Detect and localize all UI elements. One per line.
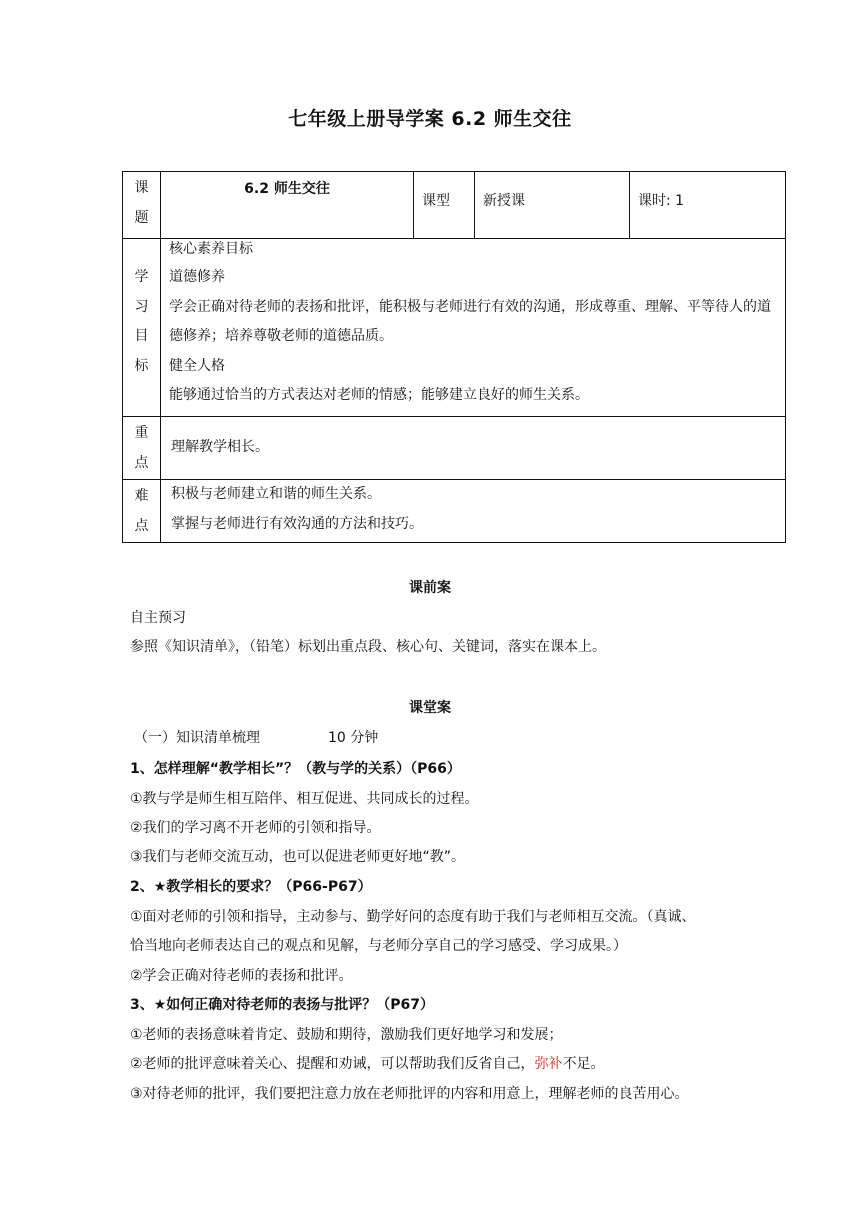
difficulty-label: 难 点 xyxy=(123,480,161,543)
part-label: （一）知识清单梳理 xyxy=(134,730,260,746)
key-point: 理解教学相长。 xyxy=(161,417,786,480)
personality-text: 能够通过恰当的方式表达对老师的情感；能够建立良好的师生关系。 xyxy=(169,387,589,403)
pre-class-heading: 课前案 xyxy=(409,580,451,596)
personality-heading: 健全人格 xyxy=(169,357,225,374)
learning-goals xyxy=(161,239,786,417)
q1-item-2: ②我们的学习离不开老师的引领和指导。 xyxy=(130,820,381,836)
difficulty-points: 积极与老师建立和谐的师生关系。 掌握与老师进行有效沟通的方法和技巧。 xyxy=(161,480,786,543)
question-3: 3、★如何正确对待老师的表扬与批评？（P67） xyxy=(130,997,435,1013)
goals-heading: 核心素养目标 xyxy=(169,241,253,257)
part-time: 10 分钟 xyxy=(328,730,379,746)
goals-label: 学 习 目 标 xyxy=(123,239,161,417)
key-label: 重 点 xyxy=(123,417,161,480)
q3-item-3: ③对待老师的批评，我们要把注意力放在老师批评的内容和用意上，理解老师的良苦用心。 xyxy=(130,1086,689,1102)
q2-item-1b: 恰当地向老师表达自己的观点和见解，与老师分享自己的学习感受、学习成果。） xyxy=(130,938,627,954)
q2-item-1a: ①面对老师的引领和指导，主动参与、勤学好问的态度有助于我们与老师相互交流。（真诚、 xyxy=(130,909,696,925)
lesson-title: 6.2 师生交往 xyxy=(161,172,414,239)
class-period: 课时: 1 xyxy=(630,172,786,239)
question-1: 1、怎样理解“教学相长”？（教与学的关系）（P66） xyxy=(130,761,461,777)
pre-class-sub: 自主预习 xyxy=(130,610,186,626)
type-label: 课型 xyxy=(414,172,475,239)
q1-item-3: ③我们与老师交流互动，也可以促进老师更好地“教”。 xyxy=(130,849,466,865)
document-title: 七年级上册导学案 6.2 师生交往 xyxy=(288,108,572,130)
q2-item-2: ②学会正确对待老师的表扬和批评。 xyxy=(130,968,353,984)
in-class-heading: 课堂案 xyxy=(409,700,451,716)
question-2: 2、★教学相长的要求？（P66-P67） xyxy=(130,879,372,895)
topic-label: 课 题 xyxy=(123,172,161,239)
moral-heading: 道德修养 xyxy=(169,269,225,285)
moral-text: 学会正确对待老师的表扬和批评，能积极与老师进行有效的沟通，形成尊重、理解、平等待人的道德修养；培养尊敬老师的道德品质。 xyxy=(169,298,771,344)
pre-class-text: 参照《知识清单》，（铅笔）标划出重点段、核心句、关键词，落实在课本上。 xyxy=(130,639,606,655)
q3-item-2: ②老师的批评意味着关心、提醒和劝诫，可以帮助我们反省自己，弥补不足。 xyxy=(130,1056,605,1072)
q1-item-1: ①教与学是师生相互陪伴、相互促进、共同成长的过程。 xyxy=(130,791,479,807)
q3-item-1: ①老师的表扬意味着肯定、鼓励和期待，激励我们更好地学习和发展； xyxy=(130,1027,563,1043)
lesson-info-table xyxy=(122,171,786,543)
type-value: 新授课 xyxy=(475,172,630,239)
highlighted-word: 弥补 xyxy=(534,1056,563,1072)
